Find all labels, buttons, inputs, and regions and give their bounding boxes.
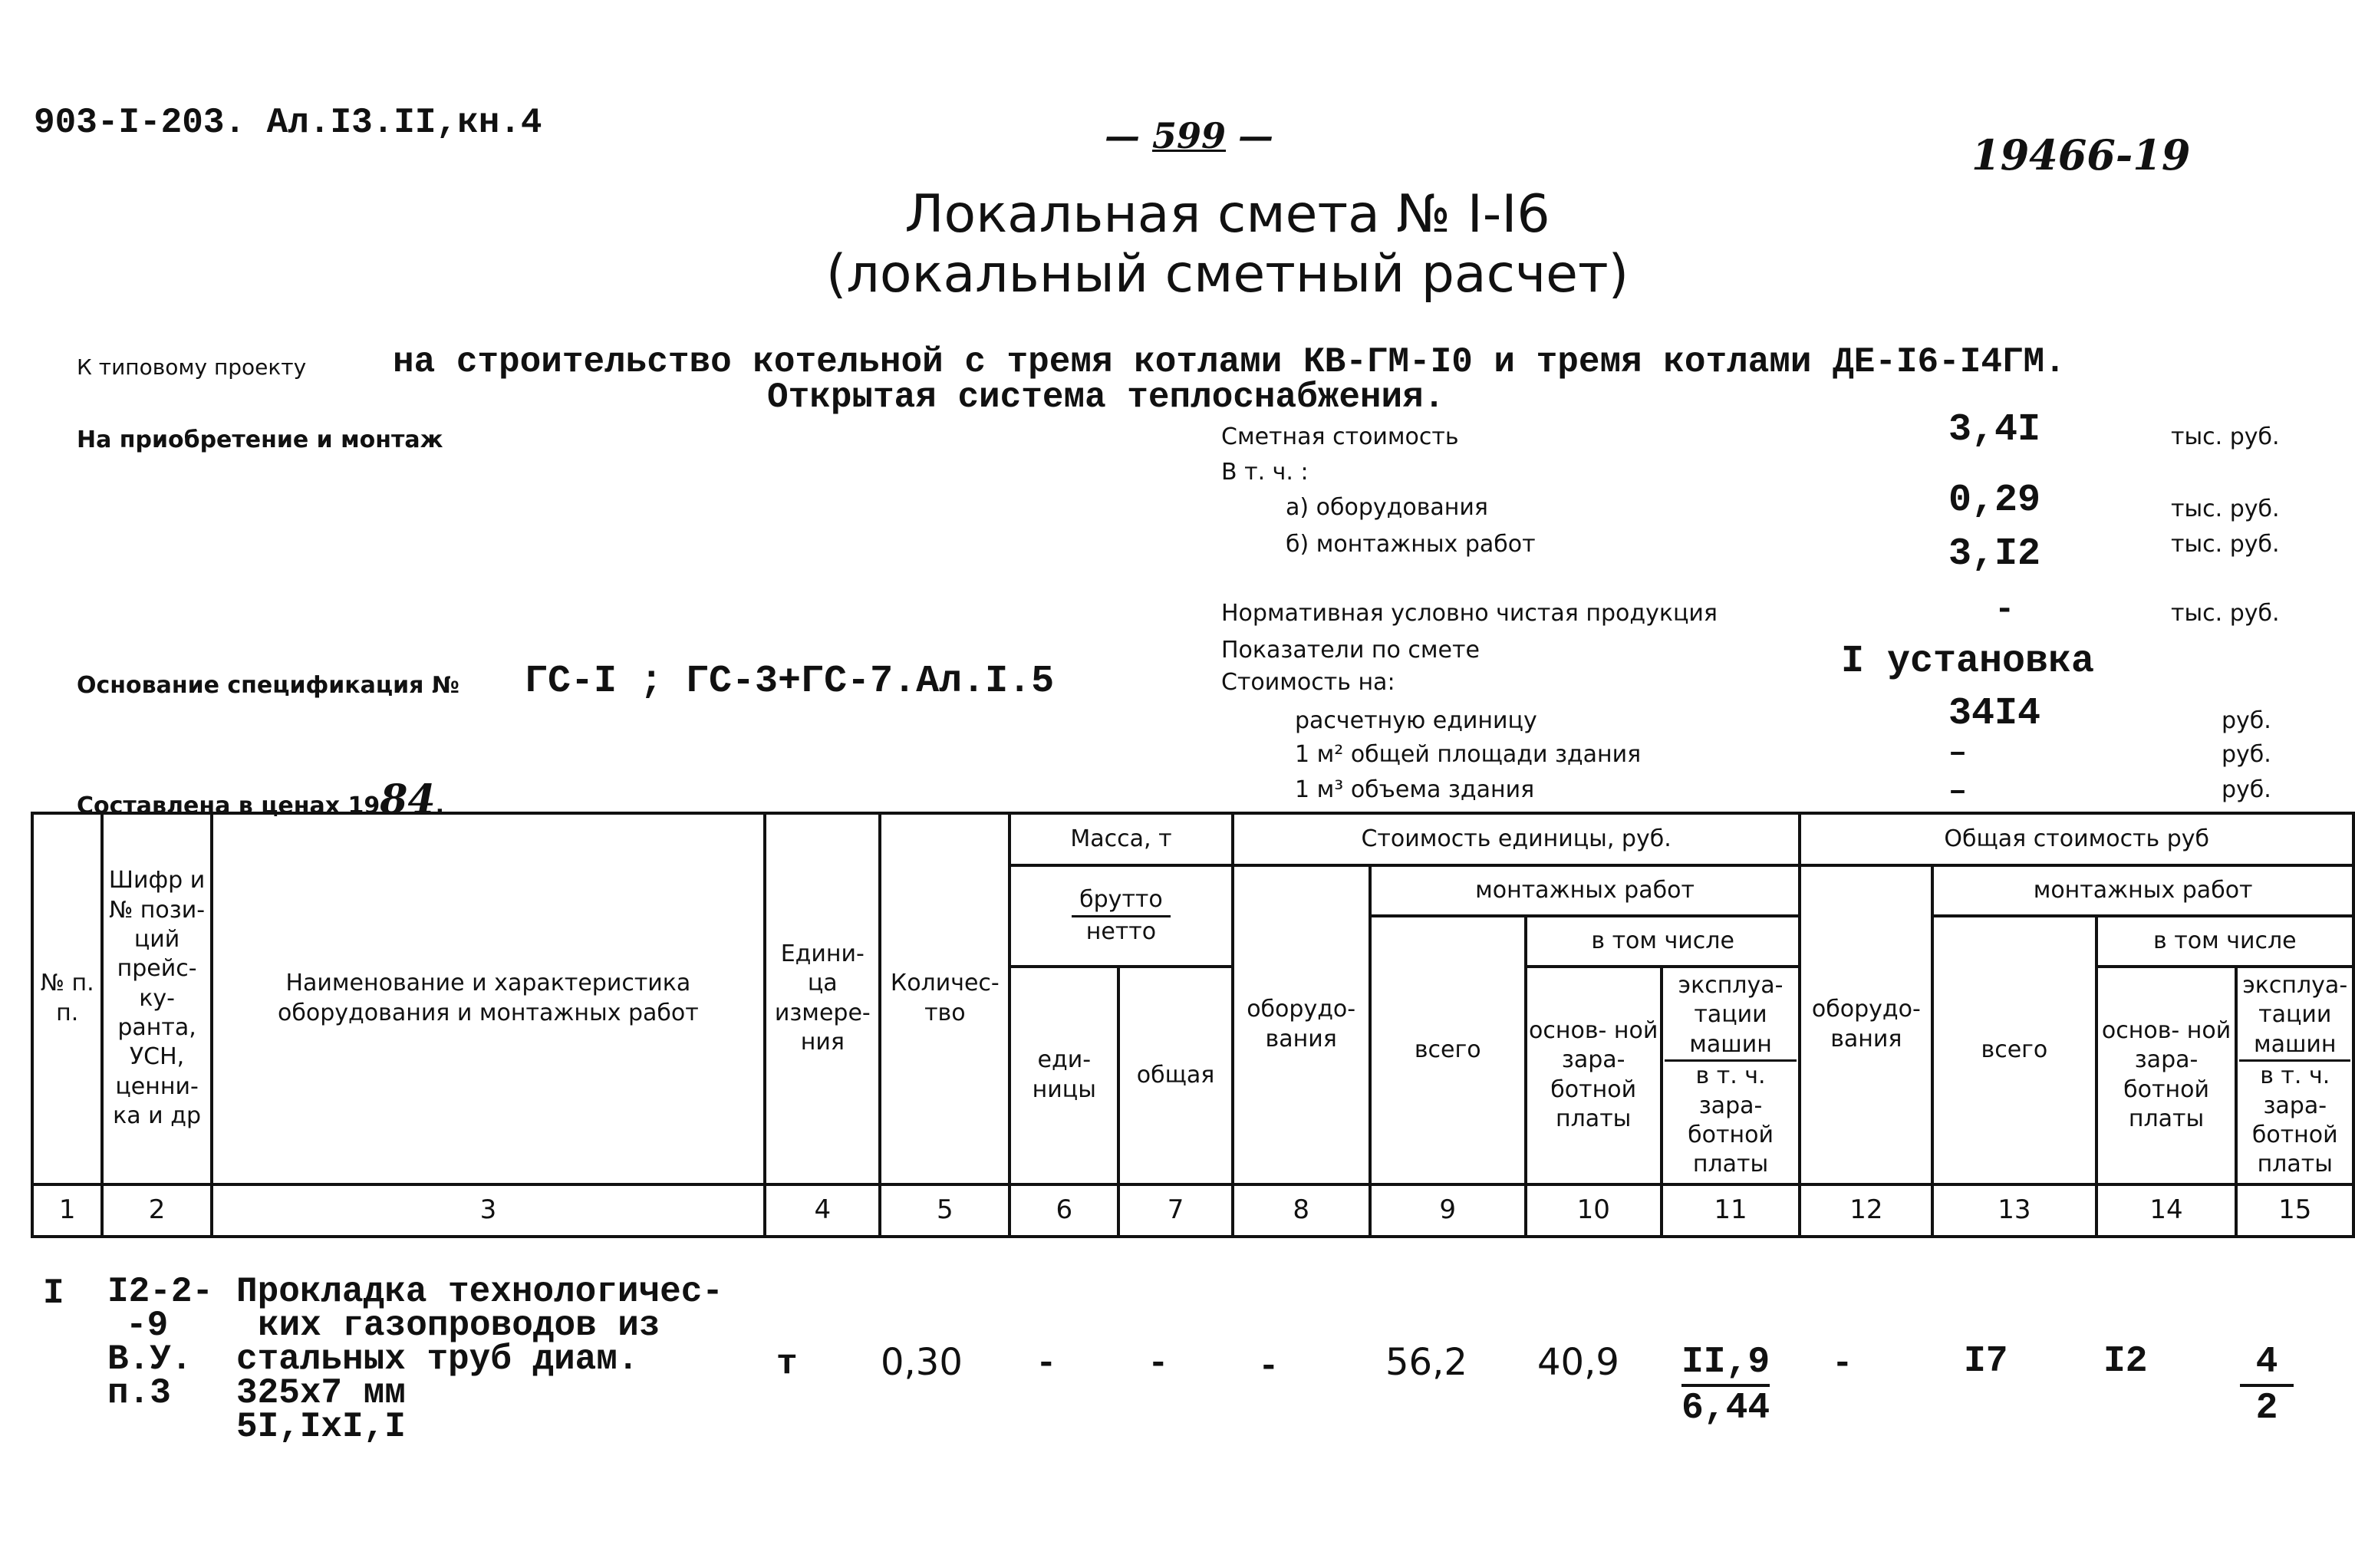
row-name-line: 325х7 мм [236, 1373, 406, 1413]
row-base-wage: 40,9 [1537, 1341, 1619, 1384]
volume-cost-label: 1 м³ объема здания [1295, 776, 1535, 803]
row-code-line: В.У. [107, 1339, 193, 1379]
header-install-unit-all: всего [1370, 916, 1526, 1184]
header-machines-total-text: эксплуа- тации машин [2239, 971, 2350, 1062]
unit-cost-label: расчетную единицу [1295, 707, 1537, 734]
row-code-line: п.3 [107, 1373, 171, 1413]
area-cost-label: 1 м² общей площади здания [1295, 741, 1642, 768]
install-cost-label: б) монтажных работ [1286, 531, 1536, 558]
header-netto: нетто [1085, 917, 1157, 945]
column-number: 12 [1800, 1184, 1932, 1237]
total-cost-unit: тыс. руб. [2171, 423, 2280, 450]
column-number: 11 [1662, 1184, 1800, 1237]
project-prefix: К типовому проекту [77, 354, 307, 380]
compiled-suffix: . [435, 792, 445, 819]
page-subtitle: (локальный сметный расчет) [825, 244, 1629, 305]
header-mass-total: общая [1118, 967, 1232, 1184]
column-number: 15 [2236, 1184, 2353, 1237]
header-unit-cost: Стоимость единицы, руб. [1233, 813, 1800, 865]
column-number: 3 [212, 1184, 765, 1237]
header-brutto-netto [1010, 865, 1233, 967]
including-label: В т. ч. : [1221, 459, 1309, 486]
compiled-label-text: Составлена в ценах 19 [77, 792, 380, 819]
row-code [107, 1272, 214, 1413]
install-cost-unit: тыс. руб. [2171, 531, 2280, 558]
row-name-line: 5I,IxI,I [236, 1407, 406, 1447]
row-equipment-total: - [1832, 1344, 1853, 1384]
indicators-value: I установка [1841, 640, 2095, 684]
row-code-line: -9 [126, 1306, 169, 1346]
row-mass-total: - [1148, 1344, 1169, 1384]
project-line-2: Открытая система теплоснабжения. [767, 377, 1445, 417]
row-install-sum: I7 [1964, 1341, 2008, 1382]
row-unit: т [776, 1344, 798, 1384]
unit-cost-unit: руб. [2222, 707, 2271, 734]
row-name-line: стальных труб диам. [236, 1339, 639, 1379]
registration-number: 19466-19 [1971, 130, 2191, 180]
header-qty: Количес- тво [880, 813, 1010, 1184]
column-number: 6 [1010, 1184, 1118, 1237]
column-number: 1 [32, 1184, 102, 1237]
unit-cost-value: 34I4 [1948, 692, 2041, 736]
normative-unit: тыс. руб. [2171, 600, 2280, 627]
equipment-cost-unit: тыс. руб. [2171, 496, 2280, 522]
column-number: 14 [2096, 1184, 2237, 1237]
equipment-cost-value: 0,29 [1948, 479, 2041, 522]
page-title-text: Локальная смета № I-I6 [904, 184, 1550, 245]
row-machines-wage-sum: 2 [2255, 1388, 2278, 1429]
row-equipment-unit-cost: - [1258, 1347, 1280, 1387]
basis-label: Основание спецификация № [77, 672, 459, 699]
header-brutto: брутто [1072, 885, 1171, 917]
header-machines-unit [1662, 967, 1800, 1184]
row-name-line: ких газопроводов из [258, 1306, 660, 1346]
document-code: 903-I-203. Ал.I3.II,кн.4 [34, 103, 542, 143]
column-number: 10 [1526, 1184, 1662, 1237]
row-no: I [43, 1273, 64, 1313]
page-number: — 599 — [1105, 115, 1274, 156]
install-cost-value: 3,I2 [1948, 532, 2041, 576]
row-name [236, 1272, 723, 1447]
header-code: Шифр и № пози- ций прейс- ку- ранта, УСН, ценни- ка и др [102, 813, 211, 1184]
column-numbers-row [32, 1184, 2353, 1237]
project-line-1: на строительство котельной с тремя котлами КВ-ГМ-I0 и тремя котлами ДЕ-I6-I4ГМ. [393, 342, 2066, 382]
column-number: 5 [880, 1184, 1010, 1237]
header-install-total-all: всего [1932, 916, 2096, 1184]
page-number-value: 599 [1152, 115, 1227, 156]
normative-label: Нормативная условно чистая продукция [1221, 600, 1718, 627]
normative-value: - [1994, 591, 2015, 629]
row-machines-sum [2240, 1341, 2294, 1430]
row-machines-value: II,9 [1681, 1341, 1770, 1387]
row-machines [1681, 1341, 1770, 1430]
volume-cost-unit: руб. [2222, 776, 2271, 803]
row-code-line: I2-2- [107, 1272, 214, 1312]
total-cost-value: 3,4I [1948, 408, 2041, 452]
column-number: 8 [1233, 1184, 1370, 1237]
header-including-unit: в том числе [1526, 916, 1800, 967]
equipment-cost-label: а) оборудования [1286, 494, 1488, 521]
column-number: 4 [765, 1184, 880, 1237]
row-name-line: Прокладка технологичес- [236, 1272, 723, 1312]
indicators-label: Показатели по смете [1221, 637, 1480, 664]
header-total-cost: Общая стоимость руб [1800, 813, 2353, 865]
header-no: № п. п. [32, 813, 102, 1184]
row-qty: 0,30 [881, 1341, 963, 1384]
header-unit: Едини- ца измере- ния [765, 813, 880, 1184]
volume-cost-value: – [1948, 775, 1968, 809]
row-mass-unit: - [1036, 1344, 1057, 1384]
header-equipment-total: оборудо- вания [1800, 865, 1932, 1184]
row-base-wage-sum: I2 [2103, 1341, 2148, 1382]
cost-per-label: Стоимость на: [1221, 669, 1395, 696]
row-machines-wage: 6,44 [1681, 1388, 1770, 1429]
header-base-wage-unit: основ- ной зара- ботной платы [1526, 967, 1662, 1184]
estimate-table-header [31, 812, 2355, 1238]
header-machines-total [2236, 967, 2353, 1184]
area-cost-unit: руб. [2222, 741, 2271, 768]
column-number: 13 [1932, 1184, 2096, 1237]
column-number: 9 [1370, 1184, 1526, 1237]
purpose-label: На приобретение и монтаж [77, 427, 443, 453]
header-machines-wage-total: в т. ч. зара- ботной платы [2251, 1062, 2338, 1178]
row-install-total: 56,2 [1385, 1341, 1467, 1384]
row-machines-sum-value: 4 [2240, 1341, 2294, 1387]
column-number: 7 [1118, 1184, 1232, 1237]
area-cost-value: – [1948, 736, 1968, 771]
page-title [767, 184, 1688, 245]
total-cost-label: Сметная стоимость [1221, 423, 1459, 450]
header-name: Наименование и характеристика оборудования и монтажных работ [212, 813, 765, 1184]
header-equipment-unit: оборудо- вания [1233, 865, 1370, 1184]
header-install-unit: монтажных работ [1370, 865, 1800, 916]
header-mass: Масса, т [1010, 813, 1233, 865]
header-machines-wage-unit: в т. ч. зара- ботной платы [1688, 1062, 1774, 1178]
header-mass-unit: еди- ницы [1010, 967, 1118, 1184]
header-base-wage-total: основ- ной зара- ботной платы [2096, 967, 2237, 1184]
compiled-year: 84 [380, 776, 436, 823]
header-including-total: в том числе [2096, 916, 2353, 967]
header-machines-unit-text: эксплуа- тации машин [1665, 971, 1797, 1062]
column-number: 2 [102, 1184, 211, 1237]
basis-value: ГС-I ; ГС-3+ГС-7.Ал.I.5 [525, 660, 1055, 703]
header-install-total: монтажных работ [1932, 865, 2353, 916]
